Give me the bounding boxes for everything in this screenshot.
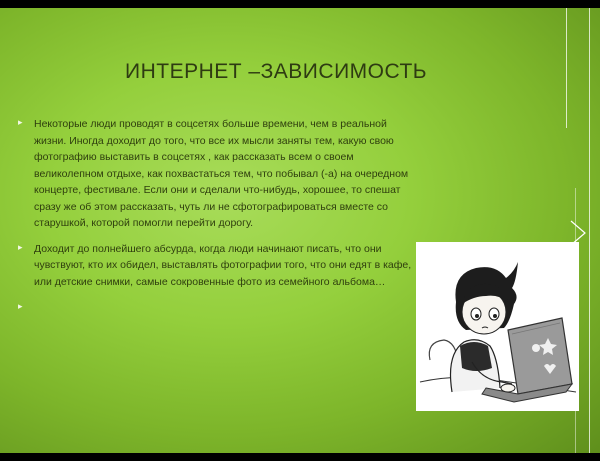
- letterbox-bottom: [0, 453, 600, 461]
- bullet-icon: ▸: [18, 117, 23, 127]
- bullet-item: [12, 116, 412, 232]
- bullet-text: Некоторые люди проводят в соцсетях больше времени, чем в реальной жизни. Иногда доходит до того, что все их мысли заняты тем, какую свою фотографию выставить в соцсетях , как рассказать всем о своем великолепном отдыхе, как похвастаться тем, что побывал (-а) на очередном концерте, фестивале. Если они и сделали что-нибудь, хорошее, то спешат сразу же об этом рассказать, чуть ли не сфотографироваться вместе со старушкой, которой помогли перейти дорогу.: [34, 118, 409, 229]
- slide-body: [12, 116, 412, 311]
- girl-with-laptop-image: [416, 242, 579, 411]
- decorative-line: [589, 8, 590, 453]
- bullet-text: Доходит до полнейшего абсурда, когда люди начинают писать, что они чувствуют, кто их обидел, выставлять фотографии того, что они едят в кафе, или детские снимки, самые сокровенные фото из семейного альбома…: [34, 242, 412, 288]
- decorative-line: [566, 8, 567, 128]
- letterbox-top: [0, 0, 600, 8]
- slide-title: ИНТЕРНЕТ –ЗАВИСИМОСТЬ: [125, 60, 428, 83]
- girl-with-laptop-icon: [416, 242, 579, 411]
- bullet-icon: ▸: [18, 301, 23, 311]
- presentation-slide: [0, 8, 600, 453]
- bullet-item: [12, 241, 412, 291]
- bullet-icon: ▸: [18, 241, 23, 252]
